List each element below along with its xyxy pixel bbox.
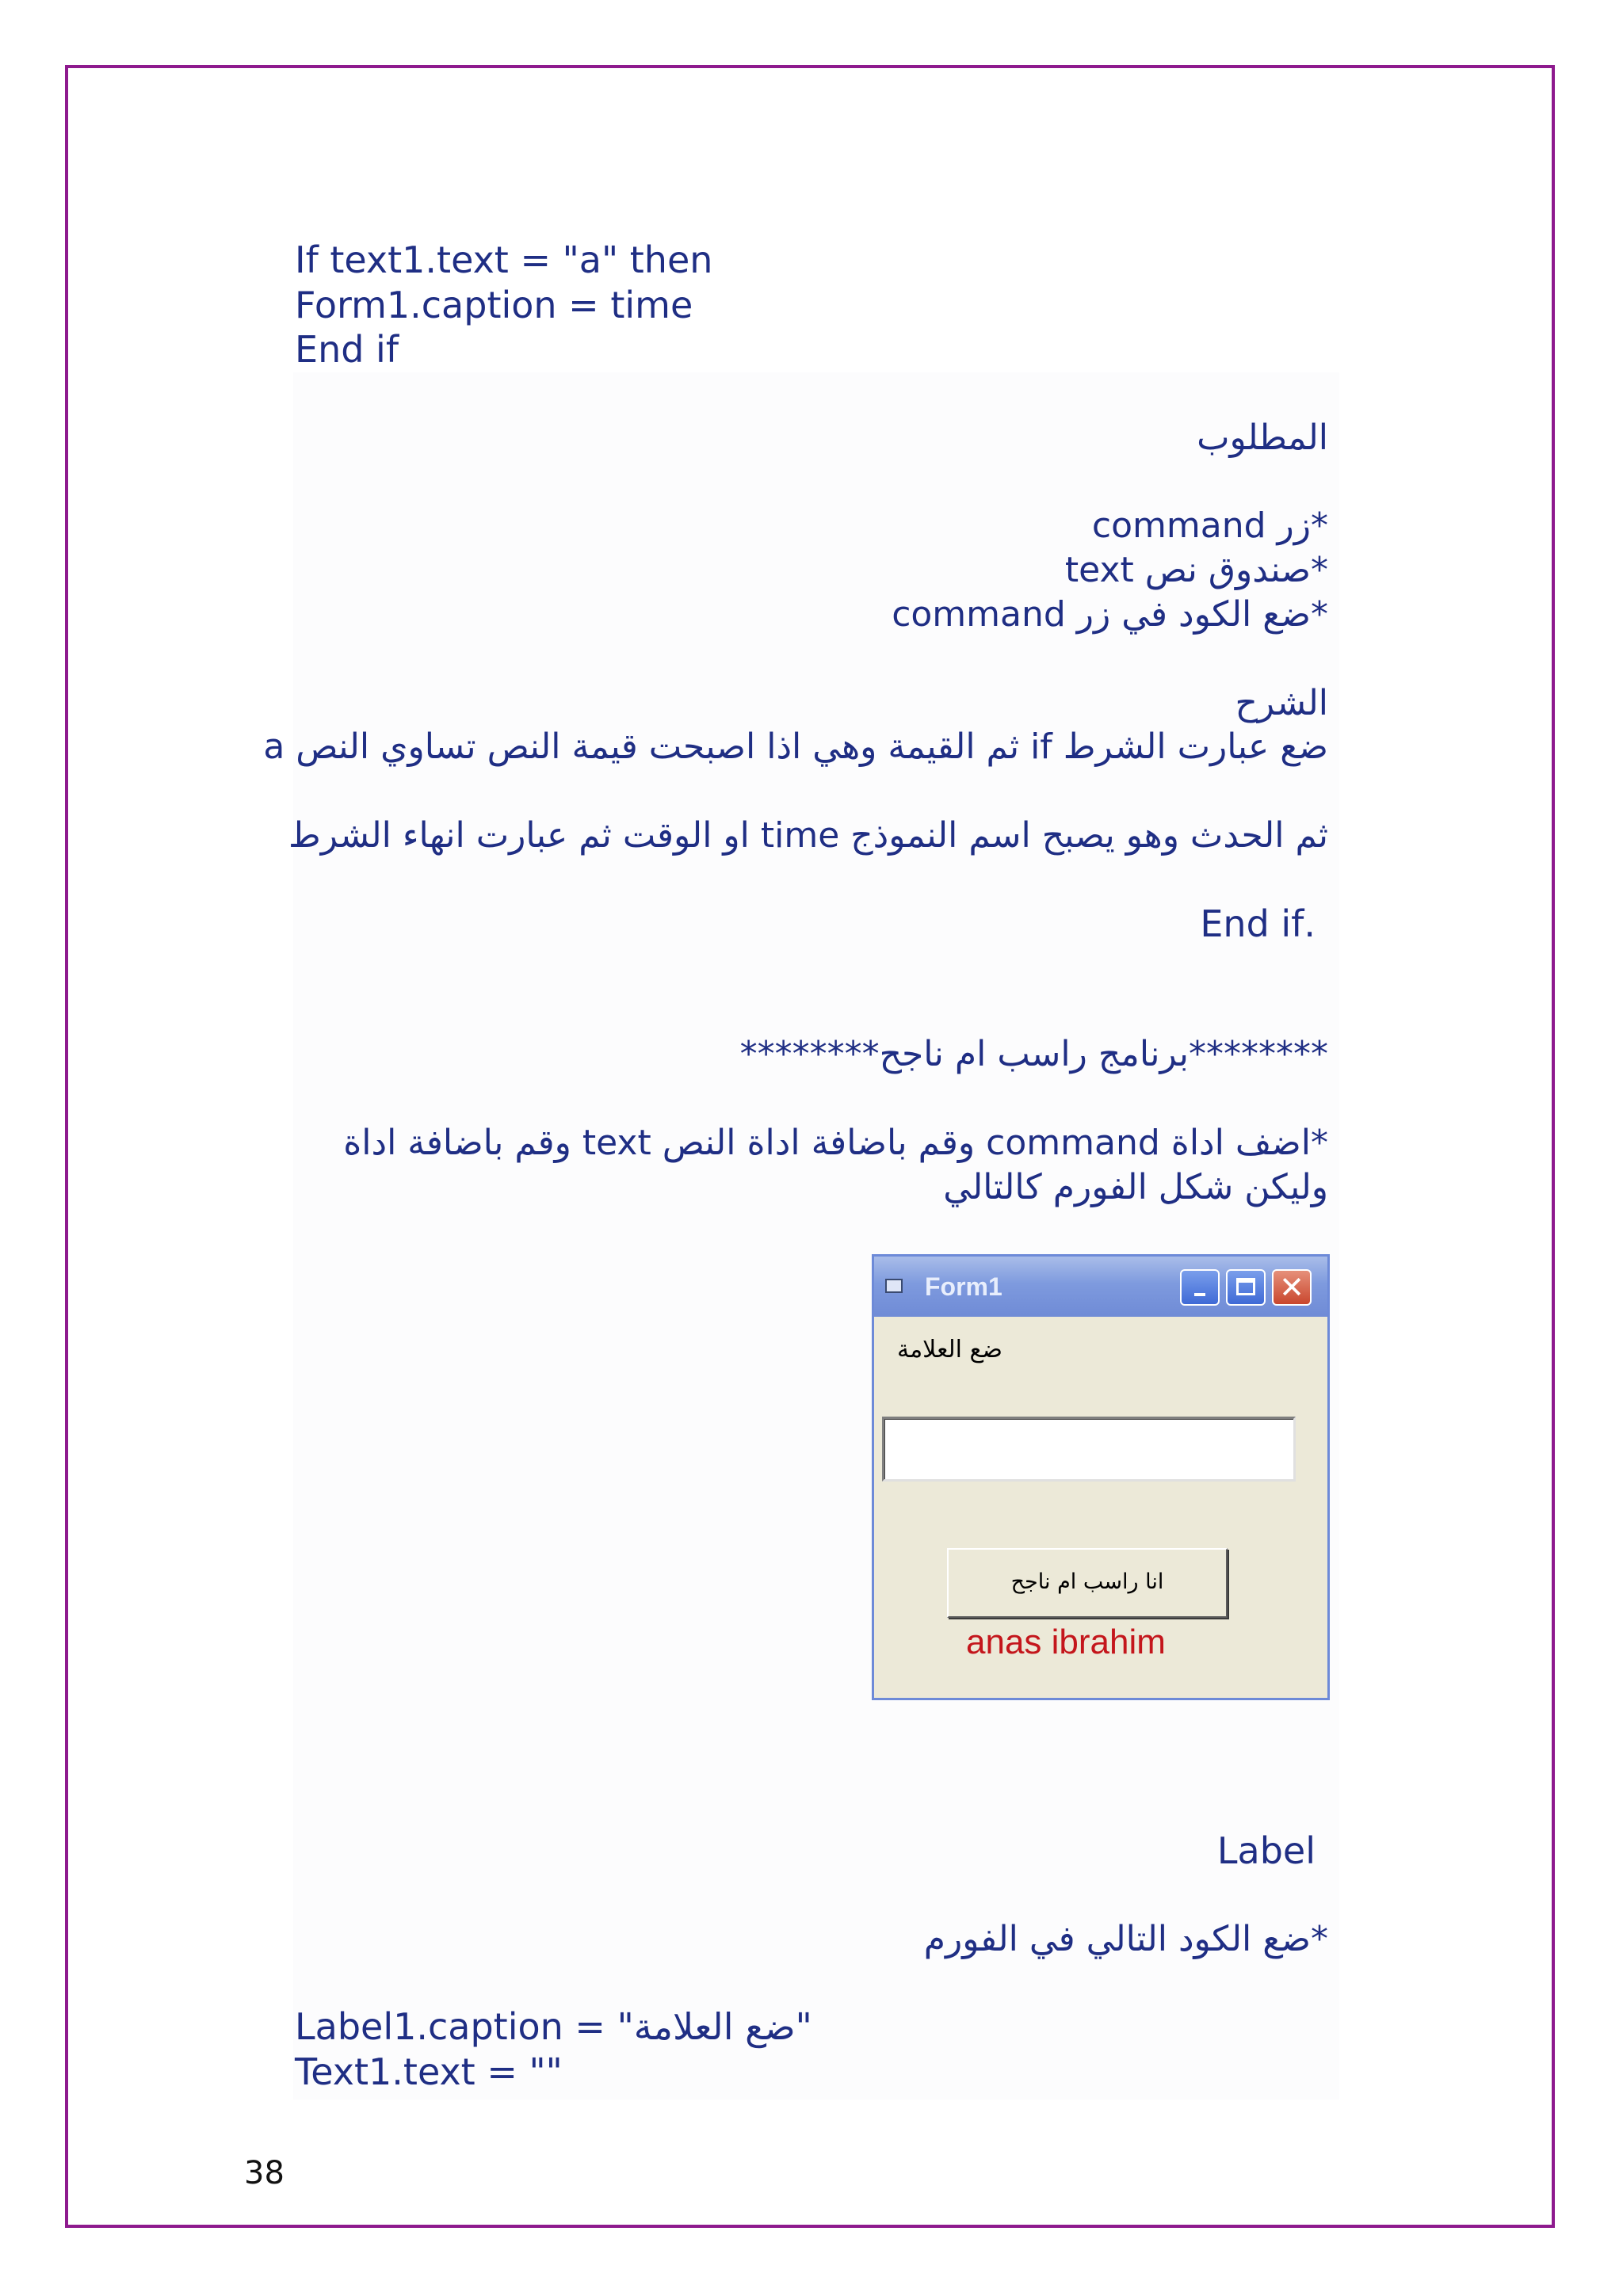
code-line: End if — [295, 328, 399, 371]
maximize-button[interactable] — [1226, 1269, 1266, 1306]
form-titlebar — [874, 1257, 1327, 1317]
required-item: *ضع الكود في زر command — [892, 594, 1328, 635]
required-heading: المطلوب — [1197, 418, 1328, 458]
code-line: Label1.caption = "ضع العلامة" — [295, 2005, 812, 2048]
explanation-line: ثم الحدث وهو يصبح اسم النموذج time او الوقت ثم عبارت انهاء الشرط — [288, 815, 1328, 856]
close-button[interactable] — [1272, 1269, 1312, 1306]
form-command-button[interactable]: انا راسب ام ناجح — [947, 1548, 1228, 1618]
form-title: Form1 — [925, 1272, 1002, 1301]
form-window-icon — [885, 1279, 903, 1293]
label-word: Label — [1216, 1829, 1316, 1872]
minimize-icon — [1194, 1293, 1205, 1296]
form-textbox[interactable] — [882, 1417, 1296, 1482]
code-line: Text1.text = "" — [295, 2050, 563, 2093]
form-label: ضع العلامة — [897, 1336, 1002, 1363]
page-number: 38 — [244, 2155, 285, 2191]
minimize-button[interactable] — [1180, 1269, 1220, 1306]
form-window — [872, 1254, 1330, 1700]
instruction-line: وليكن شكل الفورم كالتالي — [943, 1167, 1328, 1207]
maximize-icon — [1236, 1278, 1255, 1295]
explanation-line: ضع عبارت الشرط if ثم القيمة وهي اذا اصبحت قيمة النص تساوي النص a — [263, 727, 1328, 767]
explanation-line: .End if — [1200, 902, 1316, 945]
required-item: *صندوق نص text — [1064, 550, 1328, 590]
program-title: ********برنامج راسب ام ناجح******** — [739, 1034, 1328, 1074]
form-credit: anas ibrahim — [966, 1623, 1166, 1661]
close-icon: ✕ — [1279, 1270, 1304, 1305]
instruction-line: *اضف اداة command وقم باضافة اداة النص text وقم باضافة اداة — [343, 1123, 1328, 1163]
code-line: If text1.text = "a" then — [295, 238, 713, 281]
explanation-heading: الشرح — [1235, 683, 1328, 723]
code-line: Form1.caption = time — [295, 284, 693, 326]
required-item: *زر command — [1091, 505, 1328, 546]
form-code-instruction: *ضع الكود التالي في الفورم — [923, 1919, 1328, 1959]
